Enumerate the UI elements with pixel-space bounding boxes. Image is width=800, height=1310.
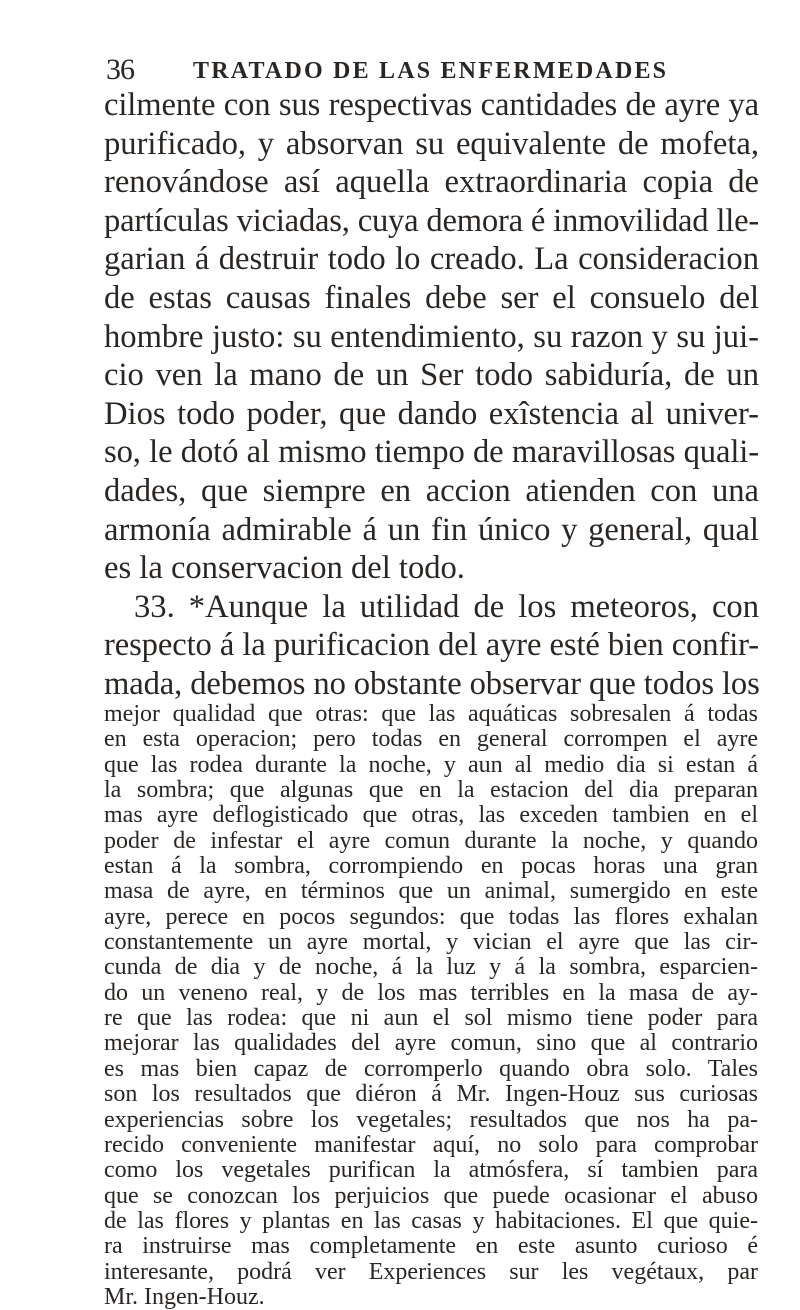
footnote-line: de las flores y plantas en las casas y habitaciones. El que quie- [104, 1207, 758, 1234]
footnote-line: recido conveniente manifestar aquí, no solo para comprobar [104, 1131, 758, 1158]
text-line: respecto á la purificacion del ayre esté bien confir- [104, 627, 759, 664]
footnote-line: constantemente un ayre mortal, y vician el ayre que las cir- [104, 929, 758, 956]
footnote-line: experiencias sobre los vegetales; resultados que nos ha pa- [104, 1106, 758, 1133]
text-line: partículas viciadas, cuya demora é inmovilidad lle- [104, 202, 759, 239]
footnote-line: que las rodea durante la noche, y aun al medio dia si estan á [104, 751, 758, 778]
footnote-line: que se conozcan los perjuicios que puede ocasionar el abuso [104, 1182, 758, 1209]
footnote-line: Mr. Ingen-Houz. [104, 1283, 265, 1310]
text-line: renovándose así aquella extraordinaria copia de [104, 164, 759, 201]
running-head: TRATADO DE LAS ENFERMEDADES [193, 58, 669, 84]
text-line: hombre justo: su entendimiento, su razon y su jui- [104, 318, 759, 355]
footnote-line: es mas bien capaz de corromperlo quando obra solo. Tales [104, 1055, 758, 1082]
text-line: de estas causas finales debe ser el consuelo del [104, 279, 759, 316]
text-line: mada, debemos no obstante observar que todos los [104, 665, 760, 702]
page-header [106, 52, 756, 88]
footnote-line: do un veneno real, y de los mas terribles en la masa de ay- [104, 979, 758, 1006]
footnote-line: cunda de dia y de noche, á la luz y á la sombra, esparcien- [104, 954, 758, 981]
footnote-line: re que las rodea: que ni aun el sol mismo tiene poder para [104, 1005, 758, 1032]
text-line: Dios todo poder, que dando exîstencia al univer- [104, 395, 759, 432]
footnote-line: ayre, perece en pocos segundos: que todas las flores exhalan [104, 903, 758, 930]
text-line: garian á destruir todo lo creado. La consideracion [104, 241, 759, 278]
footnote-text [104, 702, 758, 1310]
text-line: purificado, y absorvan su equivalente de mofeta, [104, 125, 759, 162]
footnote-line: poder de infestar el ayre comun durante la noche, y quando [104, 827, 758, 854]
text-line: armonía admirable á un fin único y general, qual [104, 511, 759, 548]
footnote-line: la sombra; que algunas que en la estacion del dia preparan [104, 777, 758, 804]
footnote-line: en esta operacion; pero todas en general corrompen el ayre [104, 726, 758, 753]
text-line: es la conservacion del todo. [104, 550, 465, 587]
text-line: cilmente con sus respectivas cantidades de ayre ya [104, 87, 759, 123]
text-line: dades, que siempre en accion atienden con una [104, 472, 759, 509]
text-line: so, le dotó al mismo tiempo de maravillosas quali- [104, 434, 759, 471]
main-text [104, 86, 759, 704]
footnote-line: masa de ayre, en términos que un animal, sumergido en este [104, 878, 758, 905]
page-number: 36 [106, 53, 134, 86]
footnote-line: son los resultados que diéron á Mr. Ingen-Houz sus curiosas [104, 1081, 758, 1108]
footnote-line: mejor qualidad que otras: que las aquáticas sobresalen á todas [104, 701, 758, 727]
text-line: cio ven la mano de un Ser todo sabiduría, de un [104, 357, 759, 394]
footnote-line: ra instruirse mas completamente en este asunto curioso é [104, 1233, 758, 1260]
footnote-line: mejorar las qualidades del ayre comun, sino que al contrario [104, 1030, 758, 1057]
footnote-line: como los vegetales purifican la atmósfera, sí tambien para [104, 1157, 758, 1184]
paragraph-33-start: 33. *Aunque la utilidad de los meteoros, con [134, 588, 759, 625]
footnote-line: estan á la sombra, corrompiendo en pocas horas una gran [104, 853, 758, 880]
footnote-line: interesante, podrá ver Experiences sur les vegétaux, par [104, 1258, 758, 1285]
footnote-line: mas ayre deflogisticado que otras, las exceden tambien en el [104, 802, 758, 829]
